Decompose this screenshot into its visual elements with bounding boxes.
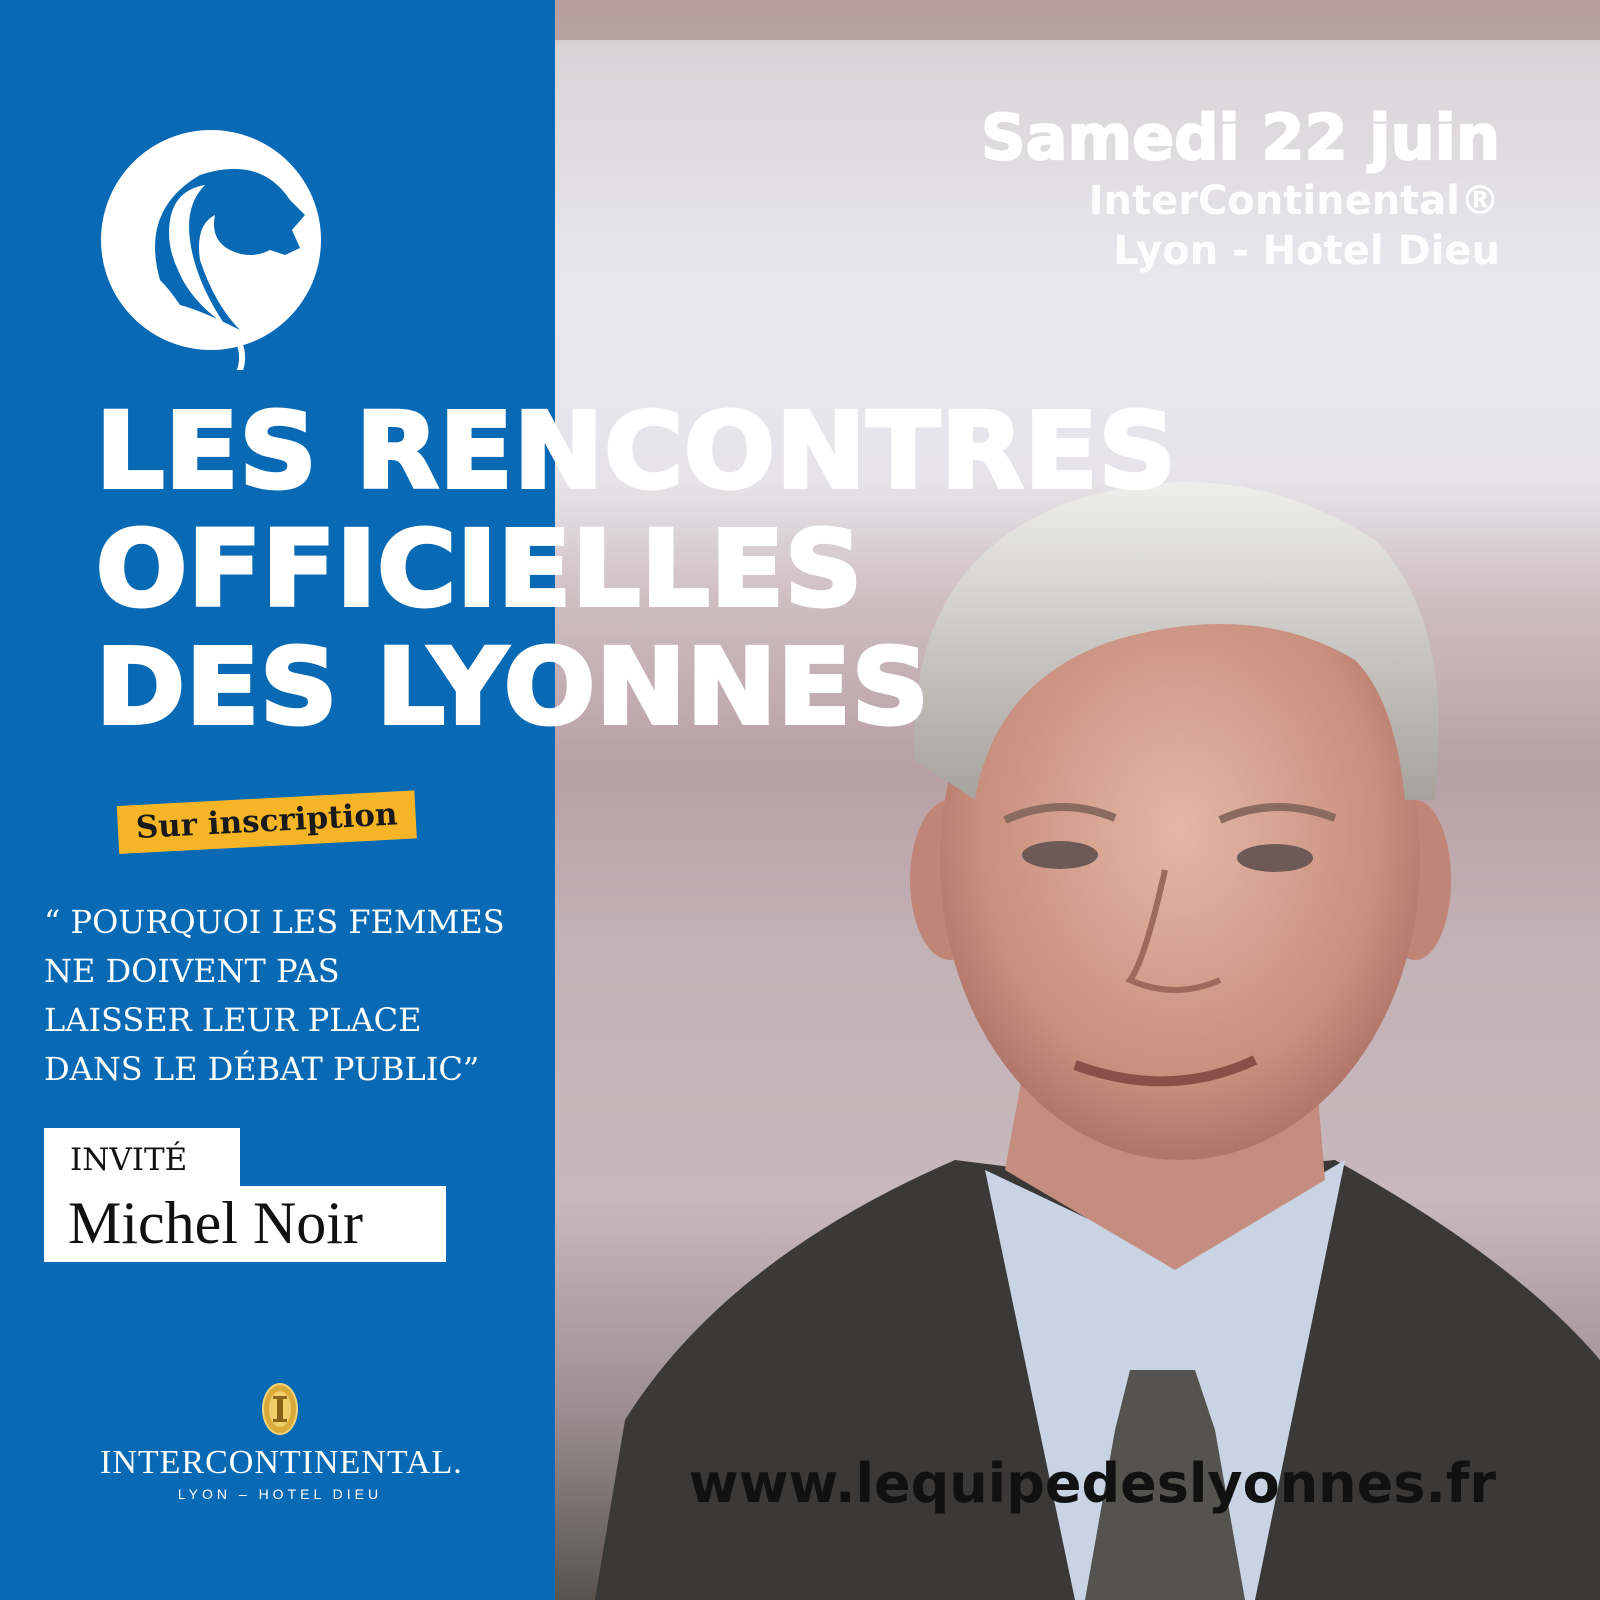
event-venue-line-2: Lyon - Hotel Dieu (1113, 228, 1500, 274)
event-headline (96, 390, 1177, 748)
intercontinental-wordmark (100, 1444, 463, 1482)
event-quote: “ POURQUOI LES FEMMES NE DOIVENT PAS LAISSER LEUR PLACE DANS LE DÉBAT PUBLIC” (44, 903, 505, 1088)
headline-line-2: OFFICIELLES (96, 508, 864, 630)
intercontinental-emblem-icon (261, 1382, 299, 1436)
event-date: Samedi 22 juin (980, 101, 1500, 174)
guest-label-box (44, 1128, 240, 1188)
headline-line-1: LES RENCONTRES (96, 390, 1177, 512)
event-info (800, 100, 1500, 276)
lion-head-logo-icon (100, 130, 322, 370)
guest-name-box (44, 1186, 446, 1262)
registration-badge: Sur inscription (117, 790, 417, 854)
intercontinental-logo (100, 1382, 463, 1512)
guest-name: Michel Noir (68, 1190, 363, 1256)
intercontinental-name: INTERCONTINENTAL (100, 1444, 454, 1481)
event-venue-line-1: InterContinental® (1088, 178, 1500, 224)
headline-line-3: DES LYONNES (96, 626, 930, 748)
intercontinental-name-mark: . (453, 1444, 463, 1481)
intercontinental-location: LYON – HOTEL DIEU (177, 1486, 383, 1502)
guest-label: INVITÉ (70, 1142, 188, 1178)
website-url[interactable]: www.lequipedeslyonnes.fr (688, 1452, 1496, 1515)
